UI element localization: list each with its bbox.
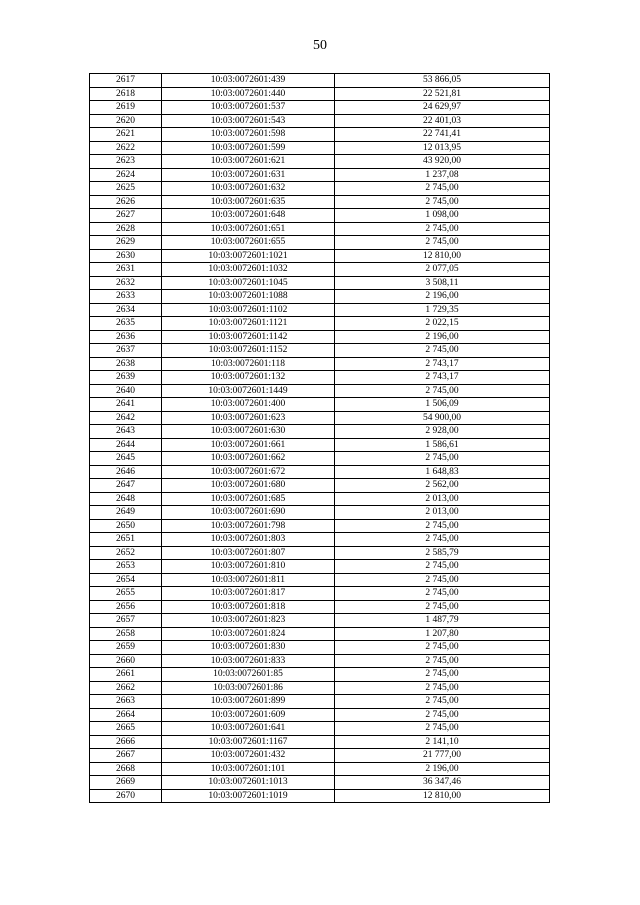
cadastral-number-cell: 10:03:0072601:803 [162, 533, 335, 547]
cadastral-number-cell: 10:03:0072601:1449 [162, 384, 335, 398]
value-cell: 2 745,00 [335, 600, 550, 614]
row-number-cell: 2648 [90, 492, 162, 506]
value-cell: 1 207,80 [335, 627, 550, 641]
table-row [90, 668, 550, 682]
value-cell: 2 196,00 [335, 330, 550, 344]
cadastral-number-cell: 10:03:0072601:118 [162, 357, 335, 371]
cadastral-number-cell: 10:03:0072601:1142 [162, 330, 335, 344]
value-cell: 1 586,61 [335, 438, 550, 452]
row-number-cell: 2662 [90, 681, 162, 695]
row-number-cell: 2621 [90, 128, 162, 142]
cadastral-number-cell: 10:03:0072601:661 [162, 438, 335, 452]
table-body [90, 74, 550, 803]
value-cell: 2 141,10 [335, 735, 550, 749]
cadastral-number-cell: 10:03:0072601:680 [162, 479, 335, 493]
row-number-cell: 2656 [90, 600, 162, 614]
row-number-cell: 2661 [90, 668, 162, 682]
value-cell: 2 745,00 [335, 587, 550, 601]
row-number-cell: 2658 [90, 627, 162, 641]
cadastral-number-cell: 10:03:0072601:1167 [162, 735, 335, 749]
value-cell: 2 745,00 [335, 344, 550, 358]
cadastral-number-cell: 10:03:0072601:440 [162, 87, 335, 101]
table-row [90, 681, 550, 695]
cadastral-number-cell: 10:03:0072601:621 [162, 155, 335, 169]
value-cell: 2 745,00 [335, 668, 550, 682]
value-cell: 1 648,83 [335, 465, 550, 479]
cadastral-number-cell: 10:03:0072601:690 [162, 506, 335, 520]
table-row [90, 276, 550, 290]
cadastral-number-cell: 10:03:0072601:823 [162, 614, 335, 628]
value-cell: 2 745,00 [335, 222, 550, 236]
row-number-cell: 2640 [90, 384, 162, 398]
cadastral-number-cell: 10:03:0072601:400 [162, 398, 335, 412]
table-row [90, 195, 550, 209]
value-cell: 2 196,00 [335, 762, 550, 776]
cadastral-number-cell: 10:03:0072601:1121 [162, 317, 335, 331]
row-number-cell: 2630 [90, 249, 162, 263]
table-row [90, 263, 550, 277]
row-number-cell: 2649 [90, 506, 162, 520]
cadastral-number-cell: 10:03:0072601:1102 [162, 303, 335, 317]
value-cell: 36 347,46 [335, 776, 550, 790]
value-cell: 43 920,00 [335, 155, 550, 169]
cadastral-number-cell: 10:03:0072601:86 [162, 681, 335, 695]
row-number-cell: 2655 [90, 587, 162, 601]
value-cell: 12 810,00 [335, 789, 550, 803]
cadastral-number-cell: 10:03:0072601:807 [162, 546, 335, 560]
value-cell: 2 585,79 [335, 546, 550, 560]
cadastral-number-cell: 10:03:0072601:631 [162, 168, 335, 182]
table-row [90, 722, 550, 736]
table-row [90, 74, 550, 88]
value-cell: 2 745,00 [335, 722, 550, 736]
table-row [90, 735, 550, 749]
value-cell: 1 237,08 [335, 168, 550, 182]
cadastral-number-cell: 10:03:0072601:132 [162, 371, 335, 385]
cadastral-number-cell: 10:03:0072601:85 [162, 668, 335, 682]
value-cell: 53 866,05 [335, 74, 550, 88]
row-number-cell: 2651 [90, 533, 162, 547]
value-cell: 22 521,81 [335, 87, 550, 101]
value-cell: 2 743,17 [335, 371, 550, 385]
cadastral-number-cell: 10:03:0072601:655 [162, 236, 335, 250]
table-row [90, 560, 550, 574]
cadastral-number-cell: 10:03:0072601:1013 [162, 776, 335, 790]
table-row [90, 141, 550, 155]
row-number-cell: 2650 [90, 519, 162, 533]
table-row [90, 344, 550, 358]
cadastral-number-cell: 10:03:0072601:811 [162, 573, 335, 587]
cadastral-number-cell: 10:03:0072601:830 [162, 641, 335, 655]
value-cell: 2 745,00 [335, 695, 550, 709]
cadastral-number-cell: 10:03:0072601:810 [162, 560, 335, 574]
cadastral-number-cell: 10:03:0072601:101 [162, 762, 335, 776]
value-cell: 2 562,00 [335, 479, 550, 493]
row-number-cell: 2626 [90, 195, 162, 209]
value-cell: 2 745,00 [335, 182, 550, 196]
row-number-cell: 2644 [90, 438, 162, 452]
value-cell: 2 745,00 [335, 708, 550, 722]
table-row [90, 303, 550, 317]
table-row [90, 182, 550, 196]
table-row [90, 87, 550, 101]
value-cell: 1 506,09 [335, 398, 550, 412]
row-number-cell: 2638 [90, 357, 162, 371]
cadastral-number-cell: 10:03:0072601:630 [162, 425, 335, 439]
value-cell: 2 745,00 [335, 195, 550, 209]
row-number-cell: 2670 [90, 789, 162, 803]
row-number-cell: 2647 [90, 479, 162, 493]
value-cell: 2 745,00 [335, 519, 550, 533]
value-cell: 1 487,79 [335, 614, 550, 628]
row-number-cell: 2665 [90, 722, 162, 736]
table-row [90, 776, 550, 790]
cadastral-number-cell: 10:03:0072601:543 [162, 114, 335, 128]
cadastral-number-cell: 10:03:0072601:1032 [162, 263, 335, 277]
cadastral-number-cell: 10:03:0072601:824 [162, 627, 335, 641]
table-row [90, 492, 550, 506]
cadastral-number-cell: 10:03:0072601:635 [162, 195, 335, 209]
row-number-cell: 2618 [90, 87, 162, 101]
row-number-cell: 2628 [90, 222, 162, 236]
row-number-cell: 2625 [90, 182, 162, 196]
row-number-cell: 2652 [90, 546, 162, 560]
table-row [90, 627, 550, 641]
row-number-cell: 2624 [90, 168, 162, 182]
table-row [90, 222, 550, 236]
table-row [90, 465, 550, 479]
value-cell: 2 745,00 [335, 560, 550, 574]
value-cell: 2 745,00 [335, 533, 550, 547]
cadastral-number-cell: 10:03:0072601:632 [162, 182, 335, 196]
value-cell: 2 745,00 [335, 641, 550, 655]
value-cell: 2 745,00 [335, 236, 550, 250]
table-row [90, 695, 550, 709]
cadastral-number-cell: 10:03:0072601:648 [162, 209, 335, 223]
cadastral-number-cell: 10:03:0072601:899 [162, 695, 335, 709]
table-row [90, 168, 550, 182]
value-cell: 2 745,00 [335, 384, 550, 398]
row-number-cell: 2643 [90, 425, 162, 439]
table-row [90, 357, 550, 371]
table-row [90, 749, 550, 763]
row-number-cell: 2620 [90, 114, 162, 128]
row-number-cell: 2619 [90, 101, 162, 115]
cadastral-number-cell: 10:03:0072601:1021 [162, 249, 335, 263]
value-cell: 24 629,97 [335, 101, 550, 115]
row-number-cell: 2654 [90, 573, 162, 587]
row-number-cell: 2642 [90, 411, 162, 425]
table-row [90, 600, 550, 614]
table-row [90, 155, 550, 169]
value-cell: 2 745,00 [335, 573, 550, 587]
table-row [90, 479, 550, 493]
row-number-cell: 2657 [90, 614, 162, 628]
table-row [90, 641, 550, 655]
cadastral-number-cell: 10:03:0072601:1045 [162, 276, 335, 290]
table-row [90, 128, 550, 142]
table-row [90, 290, 550, 304]
row-number-cell: 2627 [90, 209, 162, 223]
table-row [90, 411, 550, 425]
table-row [90, 398, 550, 412]
page-number: 50 [313, 38, 327, 53]
table-row [90, 101, 550, 115]
table-row [90, 614, 550, 628]
cadastral-number-cell: 10:03:0072601:833 [162, 654, 335, 668]
value-cell: 12 013,95 [335, 141, 550, 155]
row-number-cell: 2623 [90, 155, 162, 169]
cadastral-number-cell: 10:03:0072601:537 [162, 101, 335, 115]
cadastral-number-cell: 10:03:0072601:641 [162, 722, 335, 736]
row-number-cell: 2667 [90, 749, 162, 763]
table-row [90, 425, 550, 439]
table-row [90, 249, 550, 263]
value-cell: 2 013,00 [335, 492, 550, 506]
row-number-cell: 2653 [90, 560, 162, 574]
value-cell: 2 196,00 [335, 290, 550, 304]
row-number-cell: 2664 [90, 708, 162, 722]
table-row [90, 317, 550, 331]
value-cell: 3 508,11 [335, 276, 550, 290]
cadastral-number-cell: 10:03:0072601:1019 [162, 789, 335, 803]
row-number-cell: 2631 [90, 263, 162, 277]
table-row [90, 789, 550, 803]
value-cell: 2 928,00 [335, 425, 550, 439]
value-cell: 21 777,00 [335, 749, 550, 763]
row-number-cell: 2629 [90, 236, 162, 250]
cadastral-number-cell: 10:03:0072601:609 [162, 708, 335, 722]
cadastral-number-cell: 10:03:0072601:1088 [162, 290, 335, 304]
table-row [90, 654, 550, 668]
row-number-cell: 2668 [90, 762, 162, 776]
cadastral-number-cell: 10:03:0072601:651 [162, 222, 335, 236]
value-cell: 2 745,00 [335, 681, 550, 695]
table-row [90, 384, 550, 398]
cadastral-number-cell: 10:03:0072601:599 [162, 141, 335, 155]
value-cell: 2 743,17 [335, 357, 550, 371]
table-row [90, 546, 550, 560]
row-number-cell: 2666 [90, 735, 162, 749]
data-table [89, 73, 550, 803]
table-row [90, 209, 550, 223]
value-cell: 22 741,41 [335, 128, 550, 142]
value-cell: 2 022,15 [335, 317, 550, 331]
row-number-cell: 2645 [90, 452, 162, 466]
table-row [90, 519, 550, 533]
value-cell: 54 900,00 [335, 411, 550, 425]
table-row [90, 573, 550, 587]
row-number-cell: 2646 [90, 465, 162, 479]
row-number-cell: 2641 [90, 398, 162, 412]
cadastral-number-cell: 10:03:0072601:439 [162, 74, 335, 88]
row-number-cell: 2639 [90, 371, 162, 385]
row-number-cell: 2636 [90, 330, 162, 344]
table-row [90, 114, 550, 128]
cadastral-number-cell: 10:03:0072601:432 [162, 749, 335, 763]
table-row [90, 371, 550, 385]
row-number-cell: 2617 [90, 74, 162, 88]
value-cell: 2 745,00 [335, 654, 550, 668]
row-number-cell: 2622 [90, 141, 162, 155]
cadastral-number-cell: 10:03:0072601:798 [162, 519, 335, 533]
row-number-cell: 2634 [90, 303, 162, 317]
cadastral-number-cell: 10:03:0072601:672 [162, 465, 335, 479]
table-row [90, 506, 550, 520]
table-row [90, 587, 550, 601]
row-number-cell: 2663 [90, 695, 162, 709]
cadastral-number-cell: 10:03:0072601:598 [162, 128, 335, 142]
cadastral-number-cell: 10:03:0072601:817 [162, 587, 335, 601]
cadastral-number-cell: 10:03:0072601:662 [162, 452, 335, 466]
value-cell: 2 077,05 [335, 263, 550, 277]
row-number-cell: 2635 [90, 317, 162, 331]
value-cell: 12 810,00 [335, 249, 550, 263]
value-cell: 1 098,00 [335, 209, 550, 223]
table-row [90, 762, 550, 776]
table-row [90, 533, 550, 547]
row-number-cell: 2633 [90, 290, 162, 304]
table-row [90, 452, 550, 466]
table-row [90, 708, 550, 722]
row-number-cell: 2632 [90, 276, 162, 290]
row-number-cell: 2660 [90, 654, 162, 668]
cadastral-number-cell: 10:03:0072601:818 [162, 600, 335, 614]
cadastral-number-cell: 10:03:0072601:623 [162, 411, 335, 425]
row-number-cell: 2637 [90, 344, 162, 358]
value-cell: 2 013,00 [335, 506, 550, 520]
table-row [90, 330, 550, 344]
table-row [90, 236, 550, 250]
table-row [90, 438, 550, 452]
cadastral-number-cell: 10:03:0072601:685 [162, 492, 335, 506]
value-cell: 2 745,00 [335, 452, 550, 466]
value-cell: 22 401,03 [335, 114, 550, 128]
value-cell: 1 729,35 [335, 303, 550, 317]
cadastral-number-cell: 10:03:0072601:1152 [162, 344, 335, 358]
row-number-cell: 2659 [90, 641, 162, 655]
row-number-cell: 2669 [90, 776, 162, 790]
